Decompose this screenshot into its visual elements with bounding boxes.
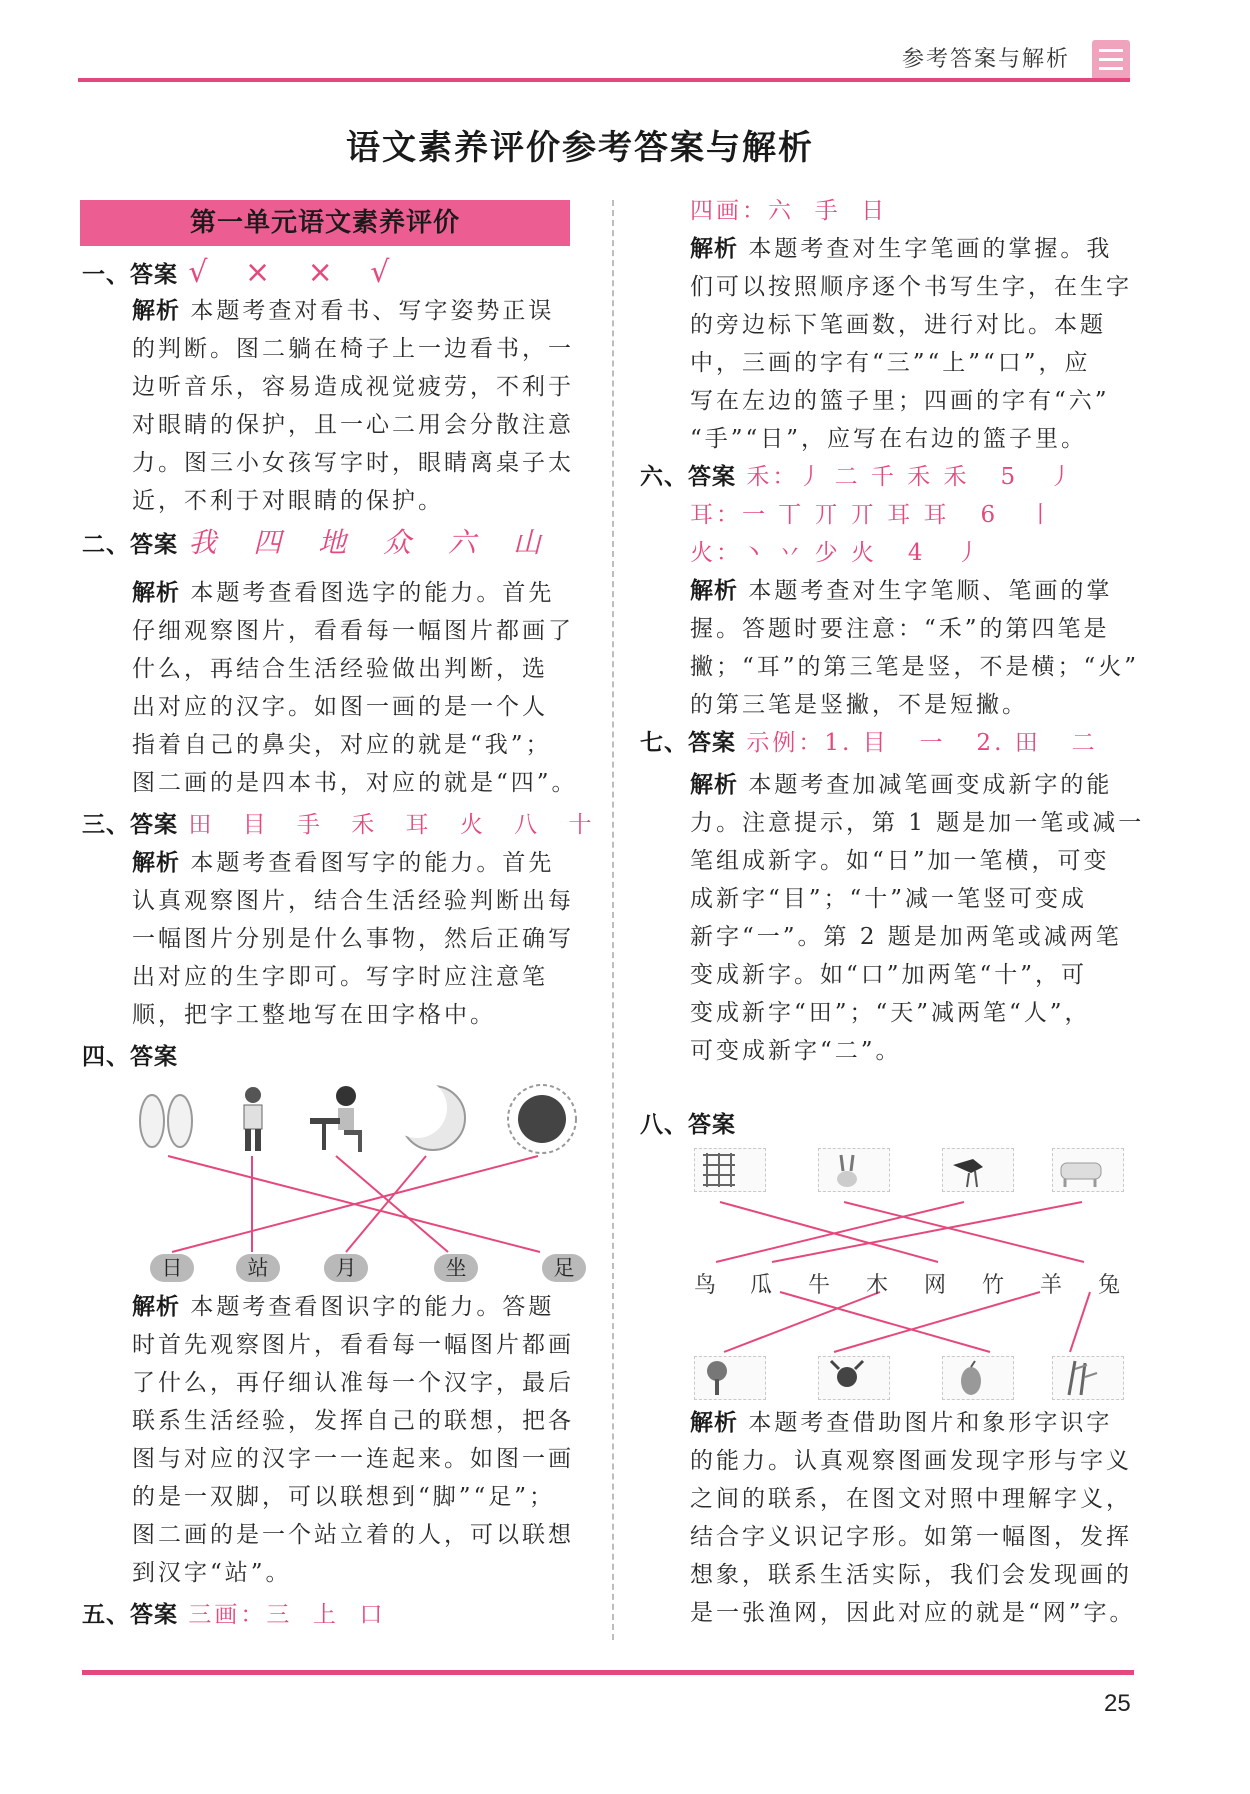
- q2-number: 二、: [82, 532, 130, 558]
- q6-explain-row: [690, 572, 1112, 610]
- q5-number: 五、: [82, 1602, 130, 1628]
- page-title: 语文素养评价参考答案与解析: [346, 128, 814, 168]
- q7-number: 七、: [640, 730, 688, 756]
- q5-explain-line: 写在左边的篮子里；四画的字有“六”: [690, 388, 1110, 414]
- q2-answer-label: 答案: [130, 532, 178, 558]
- q3-explain-line: 一幅图片分别是什么事物，然后正确写: [132, 926, 574, 952]
- q7-explain-line: 新字“一”。第 2 题是加两笔或减两笔: [690, 924, 1122, 950]
- q8-answer-label: 答案: [688, 1112, 736, 1138]
- q4-word-box: 坐: [434, 1254, 478, 1282]
- q2-explain-line: 什么，再结合生活经验做出判断，选: [132, 656, 548, 682]
- q6-explain-line: 握。答题时要注意：“禾”的第四笔是: [690, 616, 1110, 642]
- q4-sun-picture: [505, 1082, 579, 1156]
- q2-explain-line: 指着自己的鼻尖，对应的就是“我”；: [132, 732, 552, 758]
- q7-explain-line: 笔组成新字。如“日”加一笔横，可变: [690, 848, 1110, 874]
- q5-explain-label: 解析: [690, 236, 738, 262]
- q3-explain-row: [132, 844, 554, 882]
- q6-answer-line: 耳：一 丅 丌 丌 耳 耳 6 丨: [690, 502, 1056, 528]
- q2-explain-line: 仔细观察图片，看看每一幅图片都画了: [132, 618, 574, 644]
- q8-explain-row: [690, 1404, 1112, 1442]
- q8-char: 网: [924, 1273, 947, 1298]
- q4-explain-line: 的是一双脚，可以联想到“脚”“足”；: [132, 1484, 556, 1510]
- q8-number: 八、: [640, 1112, 688, 1138]
- q6-answer-line: 火：丶 丷 少 火 4 丿: [690, 540, 983, 566]
- q4-explain-label: 解析: [132, 1294, 180, 1320]
- q5-answer-label: 答案: [130, 1602, 178, 1628]
- q8-char: 木: [866, 1273, 889, 1298]
- q8-char: 竹: [982, 1273, 1005, 1298]
- q1-explain-line: 力。图三小女孩写字时，眼睛离桌子太: [132, 450, 574, 476]
- q4-explain-line: 图与对应的汉字一一连起来。如图一画: [132, 1446, 574, 1472]
- q5-explain-line: “手”“日”，应写在右边的篮子里。: [690, 426, 1088, 452]
- q5-answer-row: [82, 1596, 386, 1634]
- q5-explain-line: 本题考查对生字笔画的掌握。我: [748, 236, 1113, 262]
- q1-explain-line: 本题考查对看书、写字姿势正误: [190, 298, 555, 324]
- q4-word-box: 月: [324, 1254, 368, 1282]
- q8-explain-line: 想象，联系生活实际，我们会发现画的: [690, 1562, 1132, 1588]
- q5-answer-line-2: 四画：六 手 日: [690, 198, 888, 224]
- q8-explain-line: 的能力。认真观察图画发现字形与字义: [690, 1448, 1132, 1474]
- q1-explain-line: 对眼睛的保护，且一心二用会分散注意: [132, 412, 574, 438]
- q8-char: 瓜: [750, 1273, 773, 1298]
- book-icon: [1092, 40, 1130, 80]
- q5-explain-row: [690, 230, 1112, 268]
- q3-explain-line: 认真观察图片，结合生活经验判断出每: [132, 888, 574, 914]
- q1-number: 一、: [82, 262, 130, 288]
- q6-answer-row: [640, 458, 1075, 496]
- q8-explain-label: 解析: [690, 1410, 738, 1436]
- q8-explain-line: 本题考查借助图片和象形字识字: [748, 1410, 1113, 1436]
- q3-explain-line: 出对应的生字即可。写字时应注意笔: [132, 964, 548, 990]
- q4-matching-lines: [120, 1150, 600, 1260]
- q4-explain-line: 图二画的是一个站立着的人，可以联想: [132, 1522, 574, 1548]
- q8-tree-picture: [694, 1356, 766, 1400]
- q4-answer-label: 答案: [130, 1044, 178, 1070]
- q8-melon-picture: [942, 1356, 1014, 1400]
- q7-explain-line: 变成新字“田”；“天”减两笔“人”，: [690, 1000, 1091, 1026]
- q1-explain-label: 解析: [132, 298, 180, 324]
- footer-rule: [82, 1670, 1134, 1675]
- q4-word-box: 站: [236, 1254, 280, 1282]
- q5-explain-line: 们可以按照顺序逐个书写生字，在生字: [690, 274, 1132, 300]
- q8-goat-picture: [818, 1356, 890, 1400]
- q8-explain-line: 之间的联系，在图文对照中理解字义，: [690, 1486, 1132, 1512]
- q1-explain-line: 边听音乐，容易造成视觉疲劳，不利于: [132, 374, 574, 400]
- q8-char: 鸟: [694, 1273, 717, 1298]
- q8-bamboo-picture: [1052, 1356, 1124, 1400]
- q2-explain-label: 解析: [132, 580, 180, 606]
- q3-answer-chars: 田 目 手 禾 耳 火 八 十: [188, 812, 604, 838]
- q7-explain-line: 变成新字。如“口”加两笔“十”，可: [690, 962, 1088, 988]
- q7-explain-line: 本题考查加减笔画变成新字的能: [748, 772, 1113, 798]
- q2-answer-row: [82, 524, 555, 564]
- q7-explain-line: 可变成新字“二”。: [690, 1038, 902, 1064]
- q1-answer-row: [82, 254, 403, 294]
- q6-answer-label: 答案: [688, 464, 736, 490]
- q1-explain-row: [132, 292, 554, 330]
- q3-answer-row: [82, 806, 604, 844]
- q3-answer-label: 答案: [130, 812, 178, 838]
- q4-explain-row: [132, 1288, 554, 1326]
- q2-explain-line: 出对应的汉字。如图一画的是一个人: [132, 694, 548, 720]
- q4-answer-row: [82, 1038, 178, 1076]
- q4-sitting-person-picture: [304, 1082, 374, 1154]
- q4-moon-picture: [395, 1082, 469, 1152]
- q1-answer-label: 答案: [130, 262, 178, 288]
- q3-explain-label: 解析: [132, 850, 180, 876]
- q8-explain-line: 结合字义识记字形。如第一幅图，发挥: [690, 1524, 1132, 1550]
- page-number: 25: [1104, 1690, 1131, 1717]
- q8-explain-line: 是一张渔网，因此对应的就是“网”字。: [690, 1600, 1136, 1626]
- q6-explain-line: 撇；“耳”的第三笔是竖，不是横；“火”: [690, 654, 1140, 680]
- q4-feet-picture: [132, 1085, 202, 1151]
- q3-number: 三、: [82, 812, 130, 838]
- q7-answer-label: 答案: [688, 730, 736, 756]
- header-rule: [78, 78, 1130, 82]
- q4-word-box: 足: [542, 1254, 586, 1282]
- q4-number: 四、: [82, 1044, 130, 1070]
- q3-explain-line: 本题考查看图写字的能力。首先: [190, 850, 555, 876]
- column-divider: [612, 200, 614, 1640]
- q7-explain-label: 解析: [690, 772, 738, 798]
- q1-answer-marks: √ × × √: [188, 255, 404, 290]
- q7-explain-line: 力。注意提示，第 1 题是加一笔或减一: [690, 810, 1145, 836]
- q8-cow-picture: [1052, 1148, 1124, 1192]
- q2-explain-row: [132, 574, 554, 612]
- q8-rabbit-picture: [818, 1148, 890, 1192]
- q1-explain-line: 的判断。图二躺在椅子上一边看书，一: [132, 336, 574, 362]
- q6-explain-line: 本题考查对生字笔顺、笔画的掌: [748, 578, 1113, 604]
- q8-char: 牛: [808, 1273, 831, 1298]
- q6-explain-label: 解析: [690, 578, 738, 604]
- unit-title-banner: 第一单元语文素养评价: [80, 200, 570, 246]
- q5-explain-line: 中，三画的字有“三”“上”“口”，应: [690, 350, 1091, 376]
- q4-standing-person-picture: [228, 1085, 278, 1155]
- q6-number: 六、: [640, 464, 688, 490]
- q6-answer-line: 禾：丿 二 千 禾 禾 5 丿: [746, 464, 1076, 490]
- q3-explain-line: 顺，把字工整地写在田字格中。: [132, 1002, 496, 1028]
- q4-explain-line: 时首先观察图片，看看每一幅图片都画: [132, 1332, 574, 1358]
- header-label: 参考答案与解析: [902, 47, 1071, 72]
- q5-explain-line: 的旁边标下笔画数，进行对比。本题: [690, 312, 1106, 338]
- q2-explain-line: 图二画的是四本书，对应的就是“四”。: [132, 770, 578, 796]
- q8-answer-row: [640, 1106, 736, 1144]
- q8-bird-picture: [942, 1148, 1014, 1192]
- q7-answer-row: [640, 724, 1098, 762]
- q2-answer-chars: 我 四 地 众 六 山: [188, 526, 555, 559]
- q2-explain-line: 本题考查看图选字的能力。首先: [190, 580, 555, 606]
- q1-explain-line: 近，不利于对眼睛的保护。: [132, 488, 444, 514]
- q4-explain-line: 了什么，再仔细认准每一个汉字，最后: [132, 1370, 574, 1396]
- q5-answer-line: 三画：三 上 口: [188, 1602, 386, 1628]
- q4-word-box: 日: [150, 1254, 194, 1282]
- q8-net-picture: [694, 1148, 766, 1192]
- q4-explain-line: 本题考查看图识字的能力。答题: [190, 1294, 555, 1320]
- q8-char: 兔: [1098, 1273, 1121, 1298]
- q8-char: 羊: [1040, 1273, 1063, 1298]
- q4-explain-line: 到汉字“站”。: [132, 1560, 292, 1586]
- q4-explain-line: 联系生活经验，发挥自己的联想，把各: [132, 1408, 574, 1434]
- q6-explain-line: 的第三笔是竖撇，不是短撇。: [690, 692, 1028, 718]
- q7-explain-row: [690, 766, 1112, 804]
- q7-answer-line: 示例：1. 目 一 2. 田 二: [746, 730, 1098, 756]
- q7-explain-line: 成新字“目”；“十”减一笔竖可变成: [690, 886, 1088, 912]
